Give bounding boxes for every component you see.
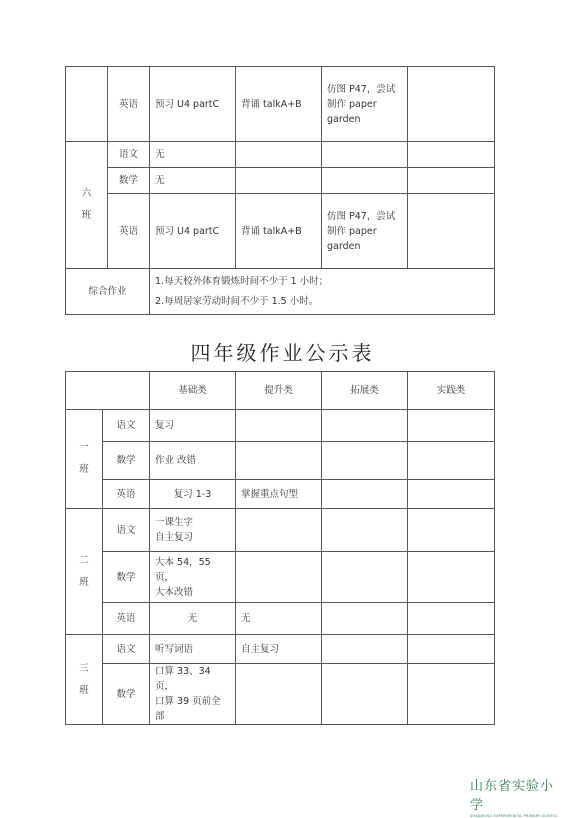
- improve-cell: 背诵 talkA+B: [236, 194, 322, 269]
- class-name-cell: [66, 509, 103, 635]
- practice-cell: [408, 603, 495, 635]
- improve-cell: [236, 552, 322, 603]
- class-name-char: 一: [79, 442, 89, 453]
- basic-cell: 复习: [150, 410, 236, 442]
- table-row: [66, 664, 495, 725]
- practice-cell: [408, 442, 495, 480]
- extend-cell: [322, 168, 408, 194]
- practice-cell: [408, 410, 495, 442]
- header-row: [66, 372, 495, 410]
- table-row: [66, 142, 495, 168]
- practice-cell: [408, 142, 495, 168]
- basic-cell: 一课生字 自主复习: [150, 509, 236, 552]
- table-row: [66, 635, 495, 664]
- header-improve: 提升类: [236, 372, 322, 410]
- top-homework-table: [65, 66, 495, 315]
- class-name-cell: [66, 142, 108, 269]
- practice-cell: [408, 480, 495, 509]
- class-name-char: 班: [79, 576, 89, 588]
- basic-cell: 无: [150, 142, 236, 168]
- improve-cell: [236, 442, 322, 480]
- subject-cell: 数学: [103, 442, 150, 480]
- subject-cell: 语文: [103, 635, 150, 664]
- corner-cell: [66, 372, 150, 410]
- table-row: [66, 442, 495, 480]
- table-row: [66, 509, 495, 552]
- table-row: [66, 269, 495, 315]
- table-row: [66, 603, 495, 635]
- subject-cell: 数学: [103, 552, 150, 603]
- header-practice: 实践类: [408, 372, 495, 410]
- extend-cell: [322, 410, 408, 442]
- class-name-char: 二: [79, 554, 89, 566]
- table-row: [66, 168, 495, 194]
- practice-cell: [408, 168, 495, 194]
- extend-cell: 仿图 P47，尝试 制作 paper garden: [322, 67, 408, 142]
- table-row: [66, 67, 495, 142]
- comprehensive-content: [150, 269, 495, 315]
- comprehensive-line: 1.每天校外体育锻炼时间不少于 1 小时；: [155, 275, 329, 287]
- practice-cell: [408, 509, 495, 552]
- basic-cell: 无: [150, 603, 236, 635]
- header-extend: 拓展类: [322, 372, 408, 410]
- page-title: 四年级作业公示表: [190, 341, 375, 365]
- basic-cell: 口算 33、34 页， 口算 39 页前全部: [150, 664, 236, 725]
- basic-cell: 听写词语: [150, 635, 236, 664]
- improve-cell: [236, 142, 322, 168]
- subject-cell: 语文: [103, 509, 150, 552]
- table-row: [66, 480, 495, 509]
- subject-cell: 语文: [108, 142, 150, 168]
- class-name-cell: [66, 410, 103, 509]
- basic-cell: 复习 1-3: [150, 480, 236, 509]
- improve-cell: 掌握重点句型: [236, 480, 322, 509]
- basic-cell: 无: [150, 168, 236, 194]
- basic-cell: 预习 U4 partC: [150, 67, 236, 142]
- class-name-char: 班: [81, 210, 92, 221]
- practice-cell: [408, 635, 495, 664]
- subject-cell: 英语: [103, 603, 150, 635]
- practice-cell: [408, 194, 495, 269]
- subject-cell: 英语: [108, 67, 150, 142]
- grade4-homework-table: [65, 371, 495, 725]
- class-name-char: 班: [79, 684, 89, 696]
- subject-cell: 数学: [108, 168, 150, 194]
- improve-cell: [236, 664, 322, 725]
- class-name-char: 六: [81, 188, 92, 199]
- extend-cell: [322, 480, 408, 509]
- improve-cell: 自主复习: [236, 635, 322, 664]
- practice-cell: [408, 67, 495, 142]
- school-logo-en: SHANDONG EXPERIMENTAL PRIMARY SCHOOL: [470, 814, 558, 818]
- improve-cell: 背诵 talkA+B: [236, 67, 322, 142]
- comprehensive-line: 2.每周居家劳动时间不少于 1.5 小时。: [155, 295, 319, 307]
- subject-cell: 语文: [103, 410, 150, 442]
- table-row: [66, 194, 495, 269]
- extend-cell: [322, 635, 408, 664]
- basic-cell: 大本 54，55 页， 大本改错: [150, 552, 236, 603]
- table-row: [66, 552, 495, 603]
- extend-cell: [322, 142, 408, 168]
- subject-cell: 数学: [103, 664, 150, 725]
- practice-cell: [408, 552, 495, 603]
- basic-cell: 预习 U4 partC: [150, 194, 236, 269]
- table-row: [66, 410, 495, 442]
- improve-cell: [236, 509, 322, 552]
- extend-cell: [322, 552, 408, 603]
- extend-cell: [322, 603, 408, 635]
- school-logo-cn: 山东省实验小学: [470, 779, 555, 813]
- improve-cell: [236, 410, 322, 442]
- basic-cell: 作业 改错: [150, 442, 236, 480]
- class-name-char: 班: [79, 464, 89, 475]
- class-cell: [66, 67, 108, 142]
- class-name-char: 三: [79, 662, 89, 674]
- extend-cell: [322, 664, 408, 725]
- class-name-cell: [66, 635, 103, 725]
- school-logo: [470, 775, 560, 818]
- extend-cell: [322, 509, 408, 552]
- extend-cell: [322, 442, 408, 480]
- practice-cell: [408, 664, 495, 725]
- comprehensive-label: 综合作业: [66, 269, 150, 315]
- header-basic: 基础类: [150, 372, 236, 410]
- subject-cell: 英语: [108, 194, 150, 269]
- extend-cell: 仿图 P47，尝试 制作 paper garden: [322, 194, 408, 269]
- improve-cell: 无: [236, 603, 322, 635]
- subject-cell: 英语: [103, 480, 150, 509]
- improve-cell: [236, 168, 322, 194]
